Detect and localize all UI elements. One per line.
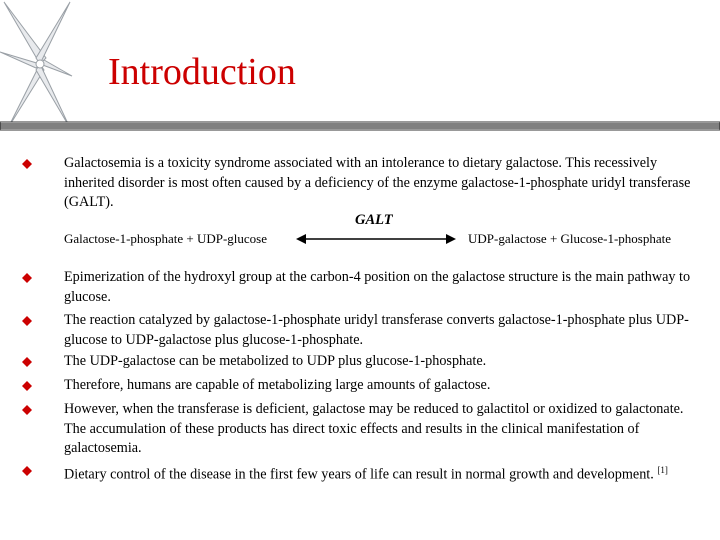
bullet-text: Dietary control of the disease in the first few years of life can result in normal growth and development. [64, 466, 654, 483]
bullet-text: Galactosemia is a toxicity syndrome associated with an intolerance to dietary galactose. This recessively inherited disorder is most often caused by a deficiency of the enzyme galactose-1-phosphate uridyl transferase (GALT). [64, 155, 691, 210]
bullet-text: However, when the transferase is deficient, galactose may be reduced to galactitol or oxidized to galactonate. The accumulation of these products has direct toxic effects and results in the clinical manifestation of galactosemia. [64, 401, 684, 456]
bullet-text: Epimerization of the hydroxyl group at the carbon-4 position on the galactose structure is the main pathway to glucose. [64, 269, 691, 305]
diamond-bullet-icon [22, 316, 32, 326]
list-item [64, 461, 704, 485]
diamond-bullet-icon [22, 466, 32, 476]
bullet-text: Therefore, humans are capable of metabolizing large amounts of galactose. [64, 377, 491, 393]
diamond-bullet-icon [22, 405, 32, 415]
list-item [64, 154, 704, 213]
list-item [64, 268, 704, 307]
list-item [64, 311, 704, 350]
reaction-products: UDP-galactose + Glucose-1-phosphate [468, 231, 671, 246]
diamond-bullet-icon [22, 357, 32, 367]
diamond-bullet-icon [22, 381, 32, 391]
title-rule [0, 120, 720, 132]
list-item [64, 376, 704, 396]
list-item [64, 400, 704, 459]
list-item [64, 352, 704, 372]
bullet-text: The reaction catalyzed by galactose-1-phosphate uridyl transferase converts galactose-1-phosphate plus UDP-glucose to UDP-galactose plus glucose-1-phosphate. [64, 312, 689, 348]
enzyme-label: GALT [355, 212, 393, 228]
diamond-bullet-icon [22, 159, 32, 169]
reaction-reactants: Galactose-1-phosphate + UDP-glucose [64, 231, 267, 246]
bullet-text: The UDP-galactose can be metabolized to UDP plus glucose-1-phosphate. [64, 353, 487, 369]
citation-marker: [1] [657, 465, 668, 475]
diamond-bullet-icon [22, 273, 32, 283]
double-arrow-icon [296, 232, 456, 246]
slide-title: Introduction [108, 51, 296, 93]
starburst-logo [0, 0, 110, 140]
